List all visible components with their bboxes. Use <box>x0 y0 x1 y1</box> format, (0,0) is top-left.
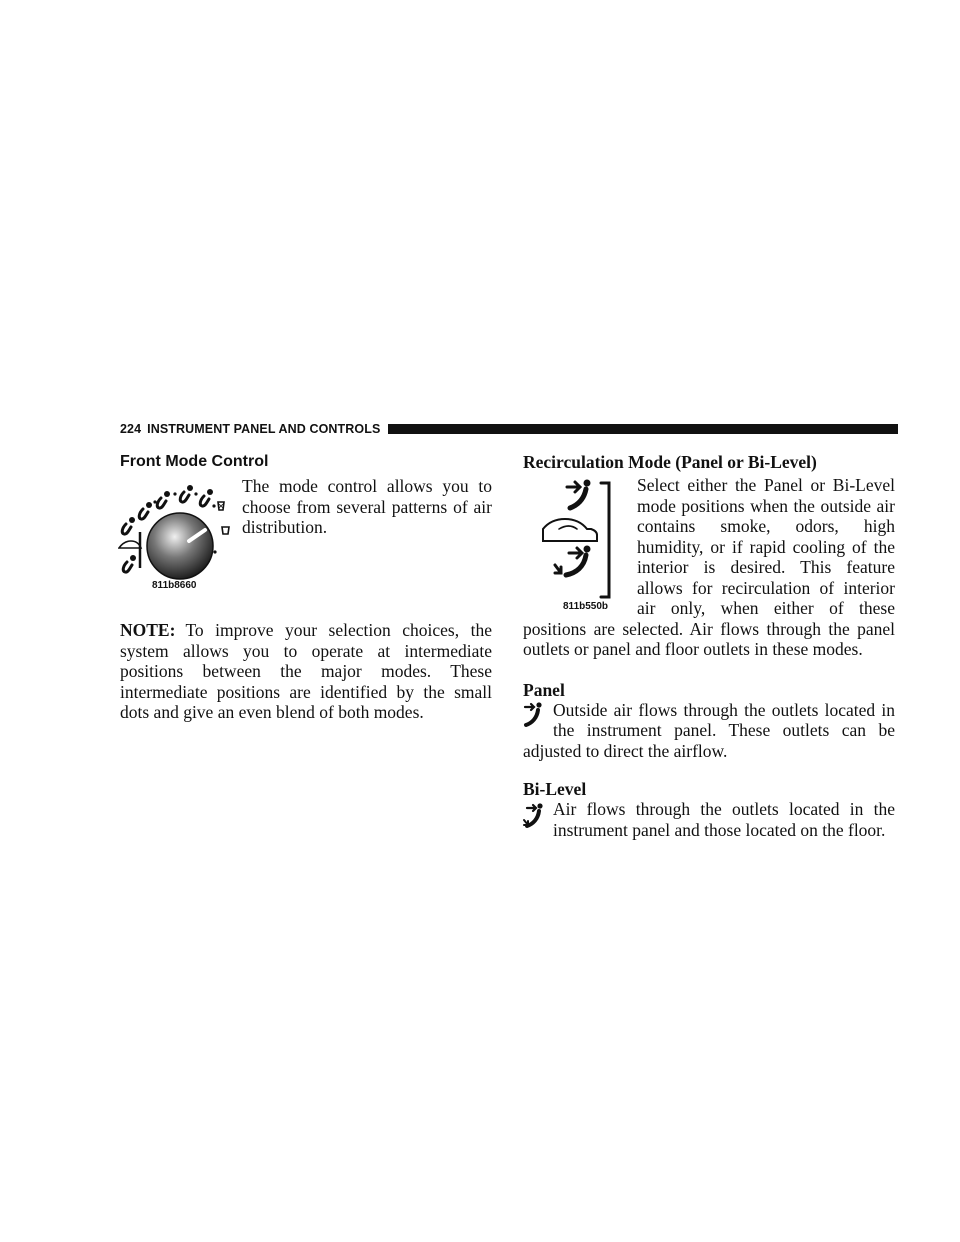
recirc-section <box>523 475 895 660</box>
note-label: NOTE: <box>120 620 176 640</box>
bilevel-mode-icon <box>523 803 543 831</box>
front-mode-intro: The mode control allows you to choose from several patterns of air distribution. <box>242 476 492 537</box>
bilevel-title: Bi-Level <box>523 779 587 799</box>
panel-mode-icon <box>523 702 543 730</box>
page-number: 224 <box>120 422 142 436</box>
dial-figure-id: 811b8660 <box>152 580 197 591</box>
note-text: To improve your selection choices, the system allows you to operate at intermediate positions between the major modes. These intermediate positions are identified by the small dots and give an even blend of both modes. <box>120 620 492 722</box>
front-mode-title: Front Mode Control <box>120 453 269 470</box>
panel-section <box>523 700 895 762</box>
front-mode-note <box>120 620 492 723</box>
right-column <box>523 452 895 840</box>
section-title: INSTRUMENT PANEL AND CONTROLS <box>147 422 381 436</box>
running-header <box>120 420 898 438</box>
header-rule <box>388 424 898 434</box>
recirc-text: Select either the Panel or Bi-Level mode positions when the outside air contains smoke, odors, high humidity, or if rapid cooling of the interior is desired. This feature allows for recirculation of interior air only, when either of these positions are selected. Air flows through the panel outlets or panel and floor outlets in these modes. <box>523 475 895 659</box>
panel-title: Panel <box>523 679 565 700</box>
recirc-figure <box>523 475 633 617</box>
bilevel-section <box>523 799 895 840</box>
front-mode-section <box>120 476 492 592</box>
recirc-figure-id: 811b550b <box>563 601 609 612</box>
left-column <box>120 452 492 723</box>
panel-text: Outside air flows through the outlets located in the instrument panel. These outlets can be adjusted to direct the airflow. <box>523 699 895 761</box>
mode-dial-icon <box>118 480 238 584</box>
recirc-title: Recirculation Mode (Panel or Bi-Level) <box>523 452 817 472</box>
bilevel-text: Air flows through the outlets located in the instrument panel and those located on the floor. <box>553 799 895 840</box>
recirc-mode-icon <box>537 475 633 601</box>
